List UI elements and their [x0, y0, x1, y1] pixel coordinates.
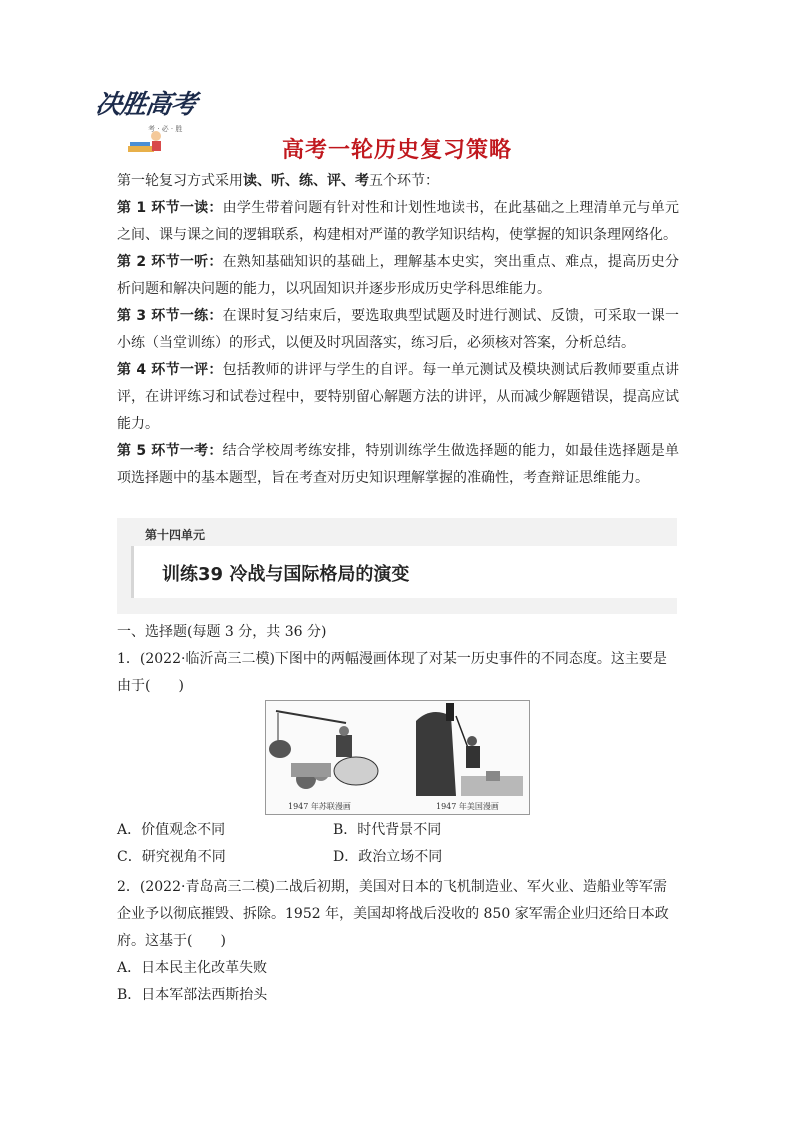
cartoon-image: [266, 701, 529, 796]
step-label: 第 5 环节一考：: [117, 443, 223, 459]
option-c[interactable]: C．研究视角不同: [117, 849, 226, 865]
step-paragraph: [117, 357, 679, 438]
caption-right: 1947 年美国漫画: [436, 802, 499, 811]
step-text: 在熟知基础知识的基础上，理解基本史实，突出重点、难点，提高历史分析问题和解决问题的能力，以巩固知识并逐步形成历史学科思维能力。: [117, 254, 680, 297]
unit-title: 训练39 冷战与国际格局的演变: [162, 564, 410, 585]
unit-banner: [117, 518, 677, 614]
question-2-stem: 2．(2022·青岛高三二模)二战后初期，美国对日本的飞机制造业、军火业、造船业等军需企业予以彻底摧毁、拆除。1952 年，美国却将战后没收的 850 家军需企业归还给日本政府。这基于( ): [117, 879, 669, 949]
step-text: 由学生带着问题有针对性和计划性地读书，在此基础之上理清单元与单元之间、课与课之间的逻辑联系，构建相对严谨的教学知识结构，使掌握的知识条理网络化。: [117, 200, 680, 243]
question-1-stem: 1．(2022·临沂高三二模)下图中的两幅漫画体现了对某一历史事件的不同态度。这主要是由于( ): [117, 651, 667, 694]
logo-text: 决胜高考: [93, 90, 198, 120]
step-label: 第 3 环节一练：: [117, 308, 223, 324]
intro-bold: 读、听、练、评、考: [243, 173, 369, 189]
unit-title-box: [131, 546, 680, 598]
unit-label: 第十四单元: [145, 528, 206, 542]
strategy-text: [117, 168, 679, 492]
option-a[interactable]: A．价值观念不同: [117, 822, 226, 838]
caption-left: 1947 年苏联漫画: [288, 802, 351, 811]
step-paragraph: [117, 249, 679, 303]
option-b[interactable]: B．时代背景不同: [333, 822, 442, 838]
step-text: 包括教师的讲评与学生的自评。每一单元测试及模块测试后教师要重点讲评，在讲评练习和试卷过程中，要特别留心解题方法的讲评，从而减少解题错误，提高应试能力。: [117, 362, 680, 432]
logo-subtitle: 考 · 必 · 胜: [148, 125, 183, 133]
step-text: 在课时复习结束后，要选取典型试题及时进行测试、反馈，可采取一课一小练（当堂训练）的形式，以便及时巩固落实，练习后，必须核对答案，分析总结。: [117, 308, 680, 351]
question-2: [117, 874, 679, 1009]
step-label: 第 2 环节一听：: [117, 254, 223, 270]
intro-tail: 五个环节：: [369, 173, 439, 189]
option-d[interactable]: D．政治立场不同: [333, 849, 443, 865]
step-text: 结合学校周考练安排，特别训练学生做选择题的能力，如最佳选择题是单项选择题中的基本题型，旨在考查对历史知识理解掌握的准确性，考查辩证思维能力。: [117, 443, 680, 486]
intro-lead: 第一轮复习方式采用: [117, 173, 243, 189]
step-label: 第 1 环节一读：: [117, 200, 223, 216]
section-heading: 一、选择题(每题 3 分，共 36 分): [117, 624, 327, 640]
us-cartoon: [416, 703, 523, 796]
cartoon-figure: [265, 700, 530, 815]
step-paragraph: [117, 303, 679, 357]
step-paragraph: [117, 438, 679, 492]
soviet-cartoon: [269, 711, 378, 789]
option-a[interactable]: A．日本民主化改革失败: [117, 960, 268, 976]
intro-paragraph: [117, 168, 679, 195]
option-b[interactable]: B．日本军部法西斯抬头: [117, 987, 268, 1003]
question-section: [117, 619, 679, 700]
step-paragraph: [117, 195, 679, 249]
step-label: 第 4 环节一评：: [117, 362, 223, 378]
page-title: 高考一轮历史复习策略: [281, 138, 512, 163]
